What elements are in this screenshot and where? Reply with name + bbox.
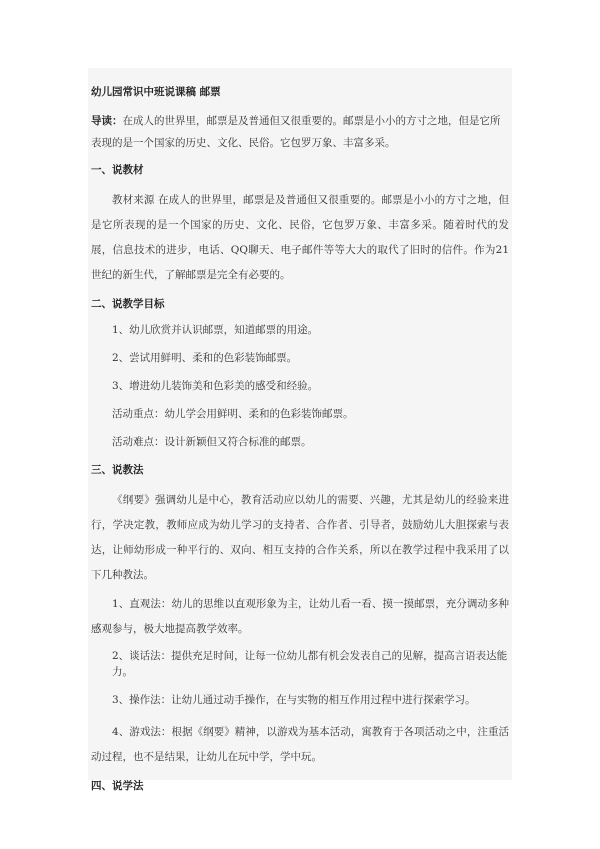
intro-lead: 导读： [91, 115, 123, 127]
document-page [88, 68, 512, 792]
materials-paragraph: 教材来源 在成人的世界里，邮票是及普通但又很重要的。邮票是小小的方寸之地，但是它所表现的是一个国家的历史、文化、民俗，它包罗万象、丰富多采。随着时代的发展，信息技术的进步，电话、QQ聊天、电子邮件等等大大的取代了旧时的信件。作为21世纪的新生代，了解邮票是完全有必要的。 [91, 194, 509, 281]
section-heading-methods: 三、说教法 [91, 464, 144, 476]
method-item: 4、游戏法：根据《纲要》精神，以游戏为基本活动，寓教育于各项活动之中，注重活动过程，也不是结果，让幼儿在玩中学，学中玩。 [91, 726, 509, 763]
section-heading-materials: 一、说教材 [91, 164, 144, 176]
intro-text: 在成人的世界里，邮票是及普通但又很重要的。邮票是小小的方寸之地，但是它所表现的是一个国家的历史、文化、民俗。它包罗万象、丰富多采。 [91, 115, 501, 149]
goal-item: 3、增进幼儿装饰美和色彩美的感受和经验。 [112, 380, 319, 392]
method-item: 2、谈话法：提供充足时间，让每一位幼儿都有机会发表自己的见解，提高言语表达能力。 [112, 650, 508, 678]
method-item: 3、操作法：让幼儿通过动手操作，在与实物的相互作用过程中进行探索学习。 [112, 694, 476, 706]
section-heading-learning: 四、说学法 [91, 780, 144, 792]
methods-paragraph: 《纲要》强调幼儿是中心，教育活动应以幼儿的需要、兴趣，尤其是幼儿的经验来进行，学决定教，教师应成为幼儿学习的支持者、合作者、引导者，鼓励幼儿大胆探索与表达，让师幼形成一种平行的、双向、相互支持的合作关系，所以在教学过程中我采用了以下几种教法。 [91, 494, 509, 581]
document-content [88, 68, 512, 794]
section-heading-goals: 二、说教学目标 [91, 298, 165, 310]
intro-paragraph [91, 110, 509, 154]
goal-item: 2、尝试用鲜明、柔和的色彩装饰邮票。 [112, 352, 298, 364]
goal-item: 1、幼儿欣赏并认识邮票，知道邮票的用途。 [112, 324, 319, 336]
activity-focus: 活动重点：幼儿学会用鲜明、柔和的色彩装饰邮票。 [112, 408, 354, 420]
activity-difficulty: 活动难点：设计新颖但又符合标准的邮票。 [112, 436, 312, 448]
document-title: 幼儿园常识中班说课稿 邮票 [91, 86, 221, 98]
method-item: 1、直观法：幼儿的思维以直观形象为主，让幼儿看一看、摸一摸邮票，充分调动多种感观参与，极大地提高教学效率。 [91, 598, 509, 635]
